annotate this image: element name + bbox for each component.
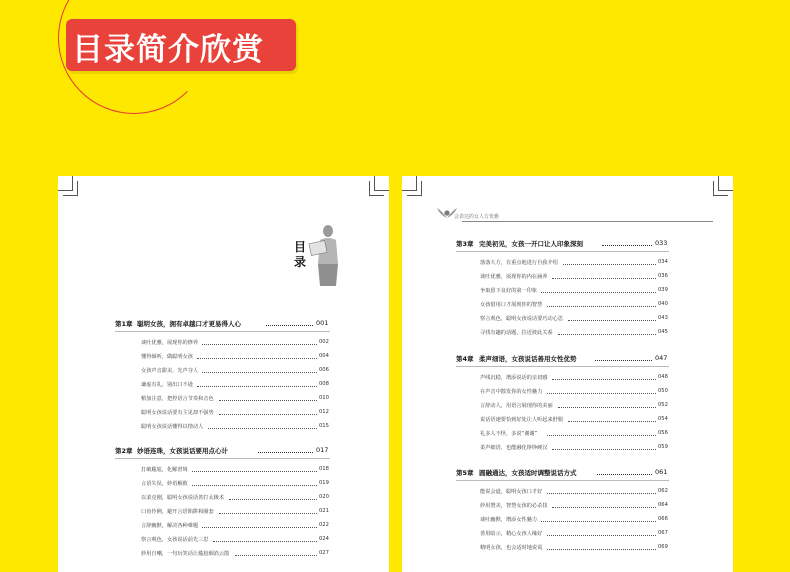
chapter-page-number: 061 [655, 468, 668, 476]
section-title: 女孩借用口才展现你的智慧 [480, 302, 543, 308]
chapter-title: 妙语连珠，女孩说话要用点心计 [137, 447, 228, 455]
dot-leader [197, 358, 317, 359]
dot-leader [541, 521, 656, 522]
section-title: 谈吐幽默，增添女性魅力 [480, 517, 538, 523]
section-title: 柔声细语，也能融化铮铮硬汉 [480, 445, 548, 451]
dot-leader [202, 372, 317, 373]
section-title: 能说会道，聪明女孩口才好 [480, 489, 543, 495]
dot-leader [219, 414, 317, 415]
dot-leader [258, 452, 313, 453]
section-title: 言辞幽默，解决各种难题 [141, 523, 199, 529]
dot-leader [213, 541, 317, 542]
section-title: 精明女孩，也会适时地说谎 [480, 545, 543, 551]
section-title: 争取留下良好的第一印象 [480, 288, 538, 294]
section-page-number: 069 [658, 544, 668, 550]
chapter-separator [115, 331, 330, 332]
section-page-number: 062 [658, 488, 668, 494]
section-row [141, 466, 331, 475]
dot-leader [192, 485, 317, 486]
dot-leader [208, 428, 317, 429]
dot-leader [563, 264, 656, 265]
chapter-row [58, 446, 389, 456]
dot-leader [219, 400, 317, 401]
dot-leader [202, 344, 317, 345]
section-page-number: 021 [319, 508, 329, 514]
section-row [480, 388, 670, 397]
dot-leader [547, 393, 656, 394]
section-row [480, 530, 670, 539]
dot-leader [229, 499, 317, 500]
section-title: 聪明女孩说话懂得以情动人 [141, 424, 204, 430]
section-row [141, 522, 331, 531]
dot-leader [552, 507, 656, 508]
toc-heading: 目 录 [294, 240, 307, 269]
section-row [480, 430, 670, 439]
section-page-number: 067 [658, 530, 668, 536]
section-row [141, 395, 331, 404]
dot-leader [597, 474, 652, 475]
section-row [480, 516, 670, 525]
section-row [480, 287, 670, 296]
section-page-number: 012 [319, 409, 329, 415]
section-page-number: 050 [658, 388, 668, 394]
section-page-number: 019 [319, 480, 329, 486]
section-page-number: 004 [319, 353, 329, 359]
chapter-separator [456, 366, 669, 367]
left-page [58, 176, 389, 572]
section-page-number: 048 [658, 374, 668, 380]
section-page-number: 018 [319, 466, 329, 472]
chapter-row [58, 319, 389, 329]
section-row [480, 329, 670, 338]
section-row [141, 494, 331, 503]
section-row [480, 315, 670, 324]
section-page-number: 040 [658, 301, 668, 307]
section-title: 懂得倾听，做聪明女孩 [141, 354, 193, 360]
chapter-page-number: 017 [316, 446, 329, 454]
section-title: 落落大方，有重点地进行自我介绍 [480, 260, 558, 266]
chapter-title: 完美初见，女孩一开口让人印象深刻 [479, 240, 583, 248]
chapter-number: 第5章 [456, 469, 474, 477]
section-title: 女孩声音甜美，先声夺人 [141, 368, 199, 374]
section-page-number: 039 [658, 287, 668, 293]
banner-title: 目录简介欣赏 [72, 32, 264, 68]
dot-leader [558, 407, 656, 408]
section-title: 口齿伶俐，避开言语陷阱和圈套 [141, 509, 214, 515]
dot-leader [197, 386, 317, 387]
section-page-number: 059 [658, 444, 668, 450]
section-row [480, 402, 670, 411]
section-title: 礼多人不怪，多说“谢谢” [480, 431, 538, 437]
header-rule [462, 221, 713, 222]
chapter-title: 圆融通达，女孩适时调整说话方式 [479, 469, 577, 477]
section-row [480, 488, 670, 497]
section-page-number: 010 [319, 395, 329, 401]
crop-mark [713, 181, 728, 196]
section-page-number: 043 [658, 315, 668, 321]
section-title: 言辞动人，用语言展现你的美丽 [480, 403, 553, 409]
chapter-title: 聪明女孩，拥有卓越口才更易得人心 [137, 320, 241, 328]
section-row [480, 444, 670, 453]
chapter-row [402, 468, 733, 478]
section-row [141, 409, 331, 418]
dot-leader [547, 549, 656, 550]
dot-leader [602, 245, 652, 246]
section-row [141, 367, 331, 376]
section-title: 谈吐优雅，展现你的修养 [141, 340, 199, 346]
dot-leader [568, 320, 656, 321]
dot-leader [541, 292, 656, 293]
dot-leader [547, 493, 656, 494]
chapter-number: 第1章 [115, 320, 133, 328]
section-title: 察言观色，女孩说话前先三思 [141, 537, 209, 543]
section-page-number: 022 [319, 522, 329, 528]
section-page-number: 006 [319, 367, 329, 373]
chapter-number: 第4章 [456, 355, 474, 363]
section-row [141, 339, 331, 348]
section-page-number: 034 [658, 259, 668, 265]
section-page-number: 027 [319, 550, 329, 556]
section-row [141, 508, 331, 517]
section-page-number: 056 [658, 430, 668, 436]
section-page-number: 002 [319, 339, 329, 345]
chapter-page-number: 033 [655, 239, 668, 247]
section-title: 寻找有趣的话题，拉近彼此关系 [480, 330, 553, 336]
dot-leader [552, 379, 656, 380]
section-page-number: 066 [658, 516, 668, 522]
section-page-number: 008 [319, 381, 329, 387]
section-page-number: 045 [658, 329, 668, 335]
section-title: 妙用自嘲，一句玩笑话让尴尬烟消云散 [141, 551, 230, 557]
section-title: 在声音中散发你的女性魅力 [480, 389, 543, 395]
dot-leader [558, 334, 656, 335]
section-title: 打破尴尬，化解窘境 [141, 467, 188, 473]
section-row [480, 502, 670, 511]
section-page-number: 064 [658, 502, 668, 508]
section-title: 妙用赞美，智慧女孩的必杀技 [480, 503, 548, 509]
dot-leader [568, 421, 656, 422]
crop-mark [63, 181, 78, 196]
dot-leader [219, 513, 317, 514]
dot-leader [595, 360, 652, 361]
section-row [141, 480, 331, 489]
section-title: 谦虚有礼，别出口不逊 [141, 382, 193, 388]
crop-mark [407, 181, 422, 196]
dot-leader [552, 449, 656, 450]
dot-leader [547, 435, 656, 436]
section-title: 稍加注意，把控语言节奏和音色 [141, 396, 214, 402]
section-row [480, 416, 670, 425]
section-row [141, 423, 331, 432]
section-row [141, 381, 331, 390]
dot-leader [547, 306, 656, 307]
section-page-number: 036 [658, 273, 668, 279]
section-title: 言语失误，妙语解救 [141, 481, 188, 487]
chapter-page-number: 001 [316, 319, 329, 327]
section-row [480, 374, 670, 383]
chapter-row [402, 354, 733, 364]
right-page [402, 176, 733, 572]
section-row [141, 353, 331, 362]
section-row [480, 301, 670, 310]
section-title: 谈吐优雅，展现你的内在涵养 [480, 274, 548, 280]
section-title: 察言观色，聪明女孩说话要巧动心思 [480, 316, 564, 322]
dot-leader [547, 535, 656, 536]
chapter-title: 柔声细语，女孩说话善用女性优势 [479, 355, 577, 363]
section-title: 说话语速要恰到好处让人听起来舒服 [480, 417, 564, 423]
section-row [480, 544, 670, 553]
section-title: 聪明女孩说话要有主见却不强势 [141, 410, 214, 416]
section-page-number: 052 [658, 402, 668, 408]
dot-leader [235, 555, 317, 556]
chapter-page-number: 047 [655, 354, 668, 362]
running-header: 会表达的女人方优雅 [454, 214, 500, 220]
reading-woman-illustration [308, 224, 344, 288]
section-page-number: 015 [319, 423, 329, 429]
dot-leader [552, 278, 656, 279]
section-row [480, 273, 670, 282]
section-row [141, 536, 331, 545]
section-page-number: 024 [319, 536, 329, 542]
section-page-number: 054 [658, 416, 668, 422]
dot-leader [192, 471, 317, 472]
dot-leader [202, 527, 317, 528]
crop-mark [369, 181, 384, 196]
section-title: 声线沉稳，增添说话的亲切感 [480, 375, 548, 381]
chapter-separator [456, 480, 669, 481]
section-row [480, 259, 670, 268]
dot-leader [266, 325, 313, 326]
section-row [141, 550, 331, 559]
section-title: 以柔克刚，聪明女孩说话善打太极术 [141, 495, 225, 501]
chapter-number: 第2章 [115, 447, 133, 455]
chapter-separator [456, 251, 669, 252]
chapter-number: 第3章 [456, 240, 474, 248]
section-page-number: 020 [319, 494, 329, 500]
chapter-separator [115, 458, 330, 459]
section-title: 善用暗示，精心女孩人缘好 [480, 531, 543, 537]
chapter-row [402, 239, 733, 249]
